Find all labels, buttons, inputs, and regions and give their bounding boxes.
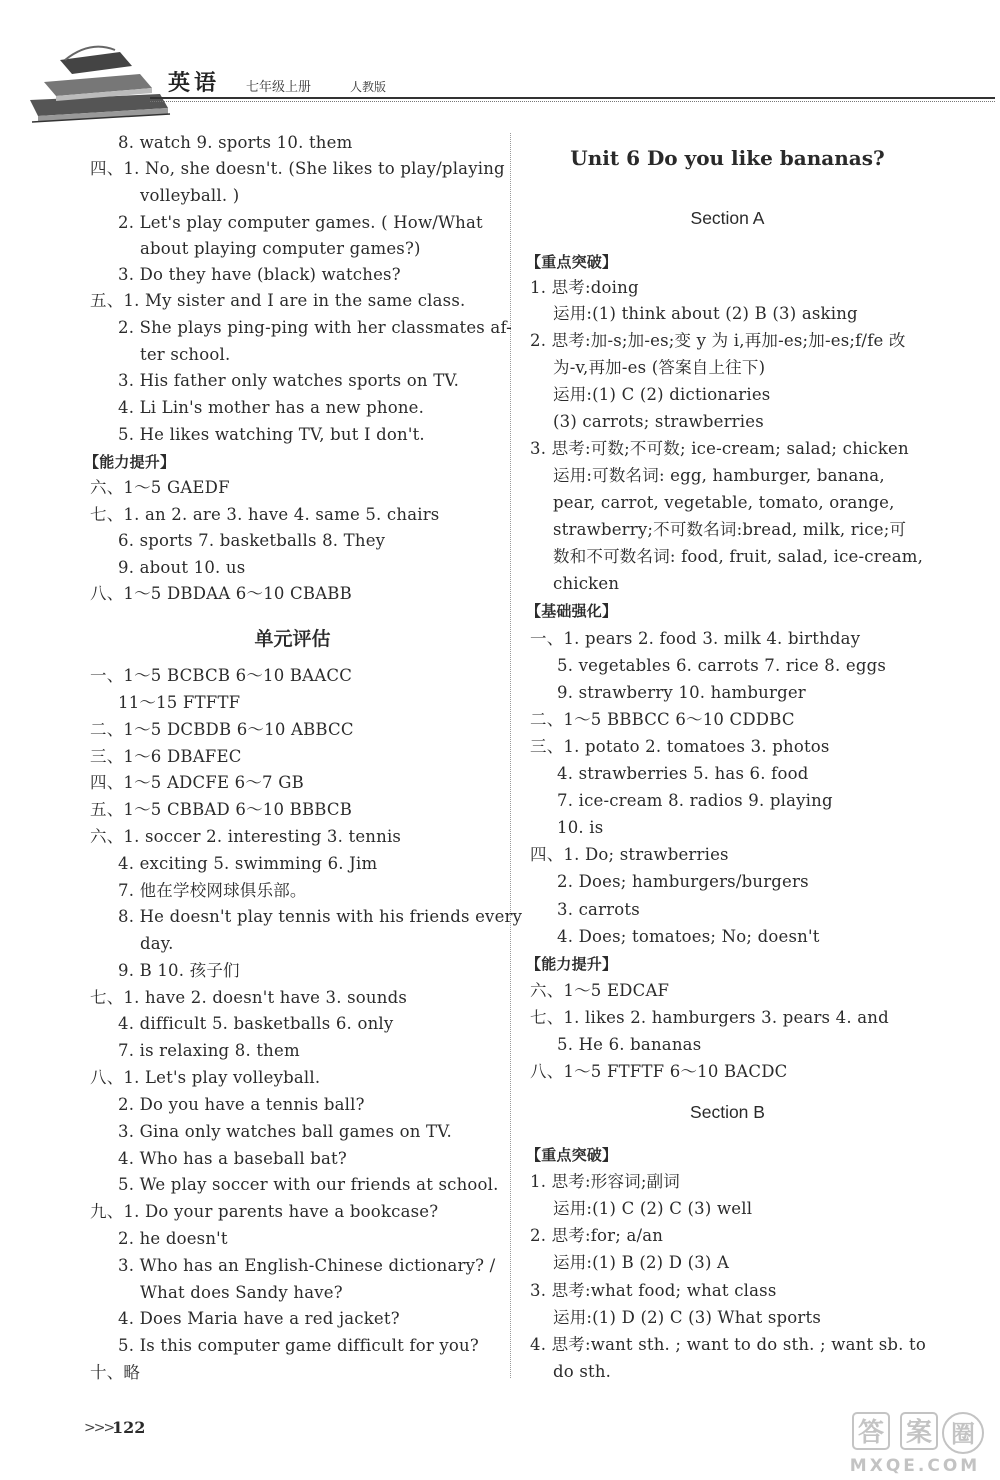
subject-title: 英语 — [168, 71, 221, 96]
answer-line: 5. vegetables 6. carrots 7. rice 8. eggs — [557, 656, 887, 675]
answer-line: 7. is relaxing 8. them — [118, 1041, 300, 1060]
answer-line: 运用:可数名词: egg, hamburger, banana, — [553, 466, 885, 485]
answer-line: 数和不可数名词: food, fruit, salad, ice-cream, — [553, 547, 924, 566]
page-number: 122 — [112, 1418, 146, 1437]
answer-line: chicken — [553, 574, 620, 593]
section-heading: 【重点突破】 — [526, 253, 618, 271]
answer-line: 5. Is this computer game difficult for you? — [118, 1336, 479, 1355]
answer-line: do sth. — [553, 1362, 612, 1381]
answer-line: 2. Do you have a tennis ball? — [118, 1095, 365, 1114]
section-heading: 【能力提升】 — [84, 453, 176, 471]
answer-line: 二、1～5 BBBCC 6～10 CDDBC — [530, 710, 795, 729]
answer-line: 3. Do they have (black) watches? — [118, 265, 401, 284]
answer-line: 1. 思考:形容词;副词 — [530, 1172, 681, 1191]
answer-line: 为-v,再加-es (答案自上往下) — [553, 358, 766, 377]
answer-line: 十、略 — [90, 1363, 141, 1382]
section-a-title: Section A — [690, 208, 765, 228]
answer-line: 9. about 10. us — [118, 558, 246, 577]
answer-line: about playing computer games?) — [140, 239, 421, 258]
answer-line: 四、1～5 ADCFE 6～7 GB — [90, 773, 304, 792]
answer-line: 2. Does; hamburgers/burgers — [557, 872, 809, 891]
answer-line: 3. Gina only watches ball games on TV. — [118, 1122, 452, 1141]
answer-line: 四、1. No, she doesn't. (She likes to play/playing — [90, 159, 505, 178]
answer-line: 4. Li Lin's mother has a new phone. — [118, 398, 425, 417]
section-b-title: Section B — [690, 1102, 765, 1122]
answer-line: 八、1～5 DBDAA 6～10 CBABB — [90, 584, 352, 603]
answer-line: 11～15 FTFTF — [118, 693, 241, 712]
answer-line: 2. Let's play computer games. ( How/What — [118, 213, 483, 232]
answer-line: 1. 思考:doing — [530, 278, 639, 297]
answer-line: 四、1. Do; strawberries — [530, 845, 729, 864]
answer-line: 六、1. soccer 2. interesting 3. tennis — [90, 827, 402, 846]
answer-line: 3. 思考:可数;不可数; ice-cream; salad; chicken — [530, 439, 909, 458]
svg-text:MXQE.COM: MXQE.COM — [849, 1456, 981, 1476]
answer-line: 八、1～5 FTFTF 6～10 BACDC — [530, 1062, 788, 1081]
answer-line: 8. watch 9. sports 10. them — [118, 133, 353, 152]
answer-line: 2. 思考:for; a/an — [530, 1226, 664, 1245]
answer-line: 六、1～5 GAEDF — [90, 478, 230, 497]
unit-title: Unit 6 Do you like bananas? — [570, 146, 885, 170]
answer-line: 运用:(1) C (2) dictionaries — [553, 385, 771, 404]
answer-line: 六、1～5 EDCAF — [530, 981, 670, 1000]
answer-line: 4. Who has a baseball bat? — [118, 1149, 347, 1168]
section-heading: 【基础强化】 — [526, 602, 618, 620]
answer-line: 4. difficult 5. basketballs 6. only — [118, 1014, 394, 1033]
answer-line: 七、1. have 2. doesn't have 3. sounds — [90, 988, 408, 1007]
answer-line: strawberry;不可数名词:bread, milk, rice;可 — [553, 520, 907, 539]
header-dotted-rule — [150, 101, 995, 102]
answer-line: 9. strawberry 10. hamburger — [557, 683, 806, 702]
answer-line: 10. is — [557, 818, 604, 837]
answer-line: 7. 他在学校网球俱乐部。 — [118, 881, 307, 900]
answer-line: 2. he doesn't — [118, 1229, 228, 1248]
answer-line: 4. exciting 5. swimming 6. Jim — [118, 854, 378, 873]
answer-line: ter school. — [140, 345, 231, 364]
answer-line: pear, carrot, vegetable, tomato, orange, — [553, 493, 895, 512]
answer-line: 2. 思考:加-s;加-es;变 y 为 i,再加-es;加-es;f/fe 改 — [530, 331, 906, 350]
answer-line: 运用:(1) think about (2) B (3) asking — [553, 304, 858, 323]
answer-line: 八、1. Let's play volleyball. — [90, 1068, 321, 1087]
answer-line: 3. His father only watches sports on TV. — [118, 371, 460, 390]
answer-line: 五、1. My sister and I are in the same class. — [90, 291, 466, 310]
edition-label: 人教版 — [350, 80, 387, 94]
answer-line: 运用:(1) D (2) C (3) What sports — [553, 1308, 822, 1327]
answer-line: What does Sandy have? — [140, 1283, 343, 1302]
answer-line: 2. She plays ping-ping with her classmates af- — [118, 318, 512, 337]
grade-label: 七年级上册 — [246, 80, 312, 95]
answer-line: 七、1. an 2. are 3. have 4. same 5. chairs — [90, 505, 440, 524]
answer-line: 9. B 10. 孩子们 — [118, 961, 240, 980]
answer-line: 二、1～5 DCBDB 6～10 ABBCC — [90, 720, 354, 739]
answer-line: (3) carrots; strawberries — [553, 412, 764, 431]
answer-line: 4. strawberries 5. has 6. food — [557, 764, 809, 783]
answer-line: 七、1. likes 2. hamburgers 3. pears 4. and — [530, 1008, 889, 1027]
answer-line: 4. Does; tomatoes; No; doesn't — [557, 927, 820, 946]
answer-line: 三、1～6 DBAFEC — [90, 747, 242, 766]
svg-text:圈: 圈 — [951, 1420, 975, 1448]
section-heading: 【重点突破】 — [526, 1146, 618, 1164]
answer-line: volleyball. ) — [140, 186, 240, 205]
answer-line: 运用:(1) C (2) C (3) well — [553, 1199, 753, 1218]
answer-line: 8. He doesn't play tennis with his friends every — [118, 907, 523, 926]
footer-arrows-icon: >>> — [84, 1420, 114, 1436]
svg-text:案: 案 — [905, 1418, 933, 1448]
section-heading: 【能力提升】 — [526, 955, 618, 973]
watermark-logo — [835, 1405, 995, 1477]
answer-line: 一、1. pears 2. food 3. milk 4. birthday — [530, 629, 861, 648]
answer-line: 九、1. Do your parents have a bookcase? — [90, 1202, 439, 1221]
answer-line: 五、1～5 CBBAD 6～10 BBBCB — [90, 800, 353, 819]
header-rule — [150, 97, 995, 99]
answer-line: 4. 思考:want sth. ; want to do sth. ; want sb. to — [530, 1335, 927, 1354]
answer-line: 一、1～5 BCBCB 6～10 BAACC — [90, 666, 353, 685]
answer-line: 运用:(1) B (2) D (3) A — [553, 1253, 730, 1272]
answer-line: 5. He likes watching TV, but I don't. — [118, 425, 425, 444]
unit-evaluation-title: 单元评估 — [254, 628, 331, 650]
answer-line: 3. 思考:what food; what class — [530, 1281, 777, 1300]
answer-line: 三、1. potato 2. tomatoes 3. photos — [530, 737, 830, 756]
page-header — [0, 0, 1000, 110]
answer-line: 3. Who has an English-Chinese dictionary? / — [118, 1256, 496, 1275]
books-icon — [20, 30, 180, 140]
answer-line: 4. Does Maria have a red jacket? — [118, 1309, 400, 1328]
answer-line: 7. ice-cream 8. radios 9. playing — [557, 791, 833, 810]
answer-line: 6. sports 7. basketballs 8. They — [118, 531, 386, 550]
svg-text:答: 答 — [857, 1418, 885, 1448]
answer-line: 5. We play soccer with our friends at school. — [118, 1175, 499, 1194]
answer-line: 3. carrots — [557, 900, 640, 919]
answer-line: day. — [140, 934, 174, 953]
answer-line: 5. He 6. bananas — [557, 1035, 702, 1054]
